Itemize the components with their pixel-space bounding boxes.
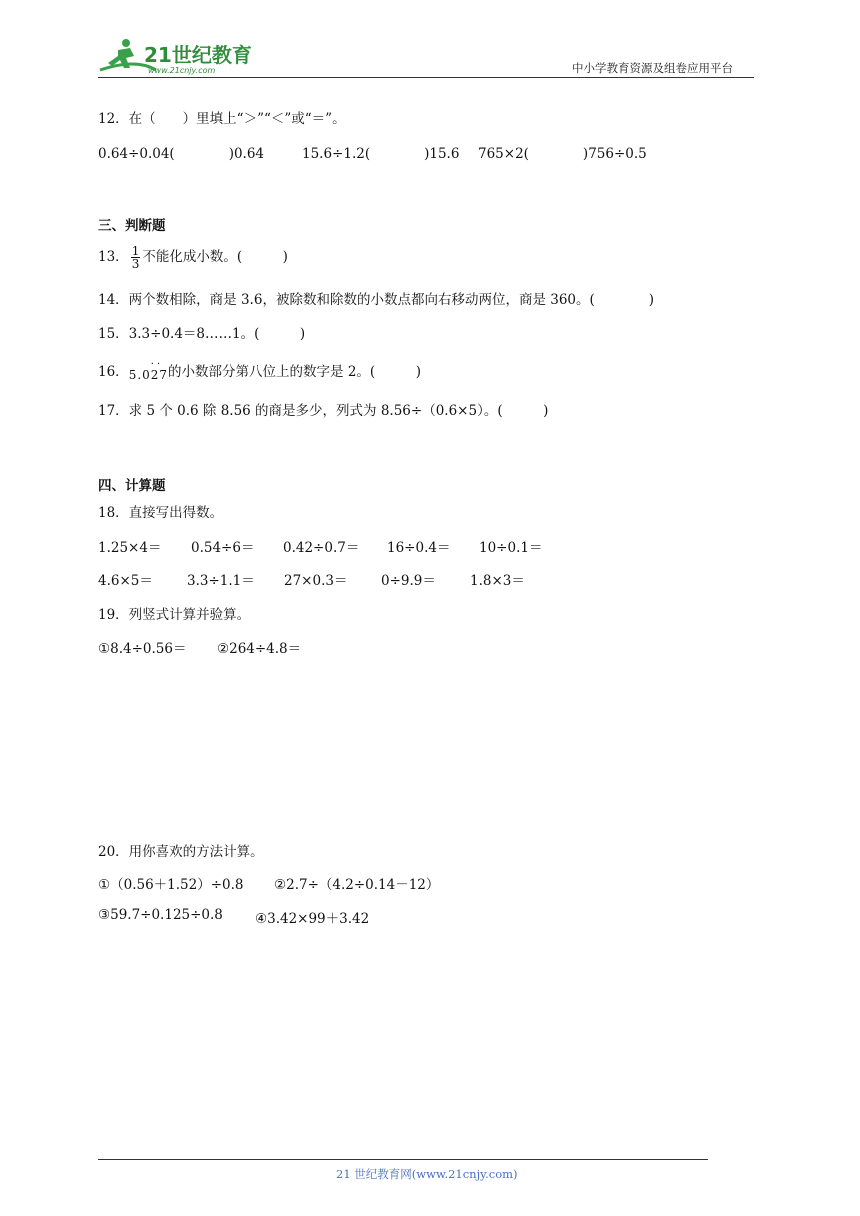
fraction-numerator: 1 xyxy=(131,244,140,258)
footer-source: 21 世纪教育网(www.21cnjy.com) xyxy=(336,1167,518,1181)
q18-r1-3: 0.42÷0.7＝ xyxy=(283,540,360,556)
q16 xyxy=(98,360,421,382)
q18-r1-4: 16÷0.4＝ xyxy=(387,540,451,556)
q20-prompt: 20．用你喜欢的方法计算。 xyxy=(98,844,264,860)
q16-number: 16． xyxy=(98,364,129,380)
q12-item-1: 0.64÷0.04( )0.64 xyxy=(98,146,265,162)
q20-item-1: ①（0.56＋1.52）÷0.8 xyxy=(98,877,244,893)
q19-item-2: ②264÷4.8＝ xyxy=(217,641,302,657)
section-title-judgement: 三、判断题 xyxy=(98,218,166,234)
q18-r1-5: 10÷0.1＝ xyxy=(479,540,543,556)
q12-prompt: 12．在（ ）里填上“＞”“＜”或“＝”。 xyxy=(98,111,346,127)
q15-text: 15．3.3÷0.4＝8……1。( ) xyxy=(98,326,306,342)
q19-item-1: ①8.4÷0.56＝ xyxy=(98,641,187,657)
q13 xyxy=(98,240,288,274)
footer-divider xyxy=(98,1159,708,1160)
q18-r2-1: 4.6×5＝ xyxy=(98,573,153,589)
q13-fraction xyxy=(131,245,141,270)
q20-item-4: ④3.42×99＋3.42 xyxy=(255,911,370,927)
q12-item-2: 15.6÷1.2( )15.6 xyxy=(302,146,460,162)
repeating-decimal xyxy=(128,359,169,382)
q17-text: 17．求 5 个 0.6 除 8.56 的商是多少，列式为 8.56÷（0.6×5）。( ) xyxy=(98,403,549,419)
q18-r2-2: 3.3÷1.1＝ xyxy=(187,573,255,589)
section-title-calculation: 四、计算题 xyxy=(98,478,166,494)
q18-r2-3: 27×0.3＝ xyxy=(284,573,348,589)
site-logo xyxy=(96,36,266,76)
q19-prompt: 19．列竖式计算并验算。 xyxy=(98,607,251,623)
q20-item-2: ②2.7÷（4.2÷0.14－12） xyxy=(274,877,440,893)
q18-r1-2: 0.54÷6＝ xyxy=(191,540,255,556)
platform-name: 中小学教育资源及组卷应用平台 xyxy=(572,61,733,75)
repeat-dots: · · xyxy=(150,359,161,370)
decimal-value: 5.027 xyxy=(128,368,169,382)
q14-text: 14．两个数相除，商是 3.6，被除数和除数的小数点都向右移动两位，商是 360。( ) xyxy=(98,292,655,308)
q12-item-3: 765×2( )756÷0.5 xyxy=(478,146,647,162)
logo-url: www.21cnjy.com xyxy=(148,66,216,75)
q18-r2-4: 0÷9.9＝ xyxy=(381,573,436,589)
logo-title: 21世纪教育 xyxy=(144,43,252,67)
q20-item-3: ③59.7÷0.125÷0.8 xyxy=(98,907,223,923)
q18-r2-5: 1.8×3＝ xyxy=(470,573,525,589)
q18-prompt: 18．直接写出得数。 xyxy=(98,505,224,521)
q16-text: 的小数部分第八位上的数字是 2。( ) xyxy=(168,364,421,380)
header-divider xyxy=(98,77,754,78)
q18-r1-1: 1.25×4＝ xyxy=(98,540,162,556)
q13-text: 不能化成小数。( ) xyxy=(142,249,288,265)
q13-number: 13． xyxy=(98,249,129,265)
fraction-denominator: 3 xyxy=(131,257,140,271)
